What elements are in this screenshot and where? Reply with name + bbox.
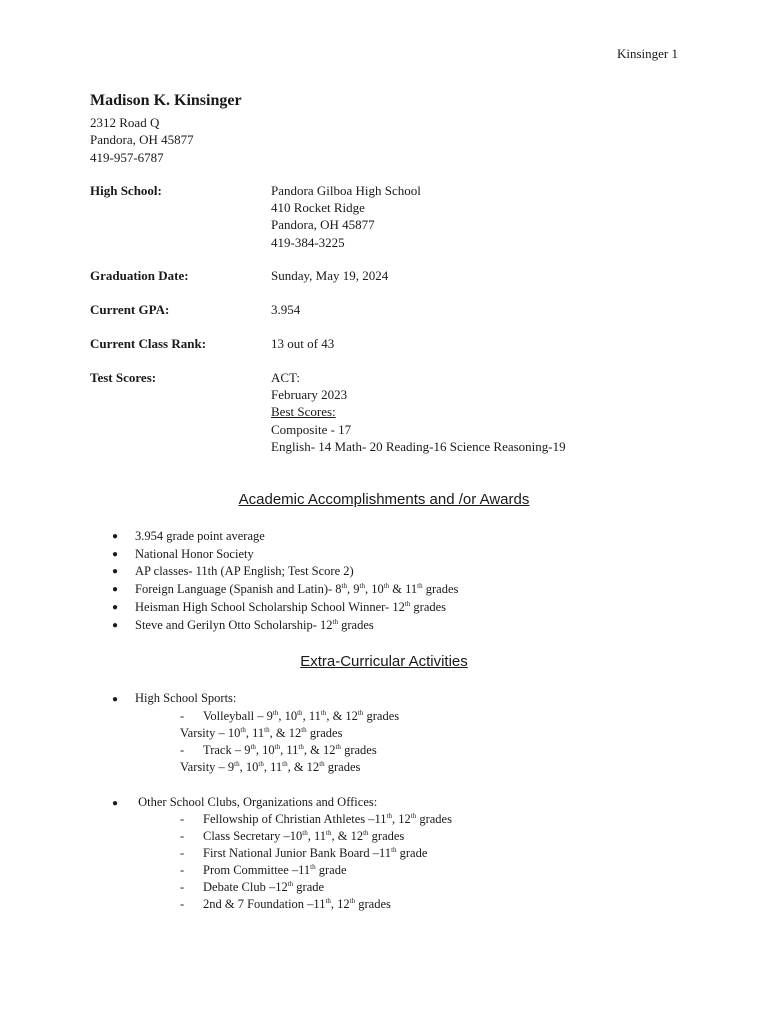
- best-scores-heading: Best Scores:: [271, 404, 336, 420]
- applicant-name: Madison K. Kinsinger: [90, 92, 242, 109]
- high-school-label: High School:: [90, 183, 162, 198]
- sports-heading: ● High School Sports:: [112, 691, 237, 705]
- list-item: ● 3.954 grade point average: [112, 528, 458, 546]
- list-item: Varsity – 10th, 11th, & 12th grades: [180, 726, 343, 740]
- test-scores-row: [90, 369, 690, 457]
- list-item: ● Heisman High School Scholarship School Winner- 12th grades: [112, 599, 458, 617]
- composite-score: Composite - 17: [271, 421, 352, 437]
- school-city: Pandora, OH 45877: [271, 217, 375, 233]
- graduation-row: [90, 267, 690, 285]
- academic-list: [112, 528, 458, 634]
- city-state-zip: Pandora, OH 45877: [90, 132, 194, 148]
- test-scores-value: [271, 369, 566, 455]
- test-name: ACT:: [271, 370, 300, 385]
- test-scores-label: Test Scores:: [90, 370, 157, 385]
- bullet-icon: ●: [112, 694, 119, 705]
- gpa-label: Current GPA:: [90, 302, 170, 317]
- gpa-row: [90, 301, 690, 319]
- list-item: - 2nd & 7 Foundation –11th, 12th grades: [180, 897, 391, 911]
- list-item: - Volleyball – 9th, 10th, 11th, & 12th grades: [180, 709, 400, 723]
- class-rank-row: [90, 335, 690, 353]
- bullet-icon: ●: [112, 584, 119, 596]
- test-date: February 2023: [271, 387, 348, 403]
- bullet-icon: ●: [112, 566, 119, 578]
- high-school-value: [271, 182, 421, 251]
- street-address: 2312 Road Q: [90, 115, 160, 130]
- list-item: - Prom Committee –11th grade: [180, 863, 347, 877]
- clubs-heading: ● Other School Clubs, Organizations and Offices:: [112, 795, 378, 809]
- bullet-icon: ●: [112, 798, 119, 809]
- list-item: Varsity – 9th, 10th, 11th, & 12th grades: [180, 760, 361, 774]
- school-phone: 419-384-3225: [271, 234, 345, 250]
- list-item: ● Foreign Language (Spanish and Latin)- 8th, 9th, 10th & 11th grades: [112, 581, 458, 599]
- academic-section-title: Academic Accomplishments and /or Awards: [238, 491, 530, 508]
- list-item: - Class Secretary –10th, 11th, & 12th grades: [180, 829, 405, 843]
- bullet-icon: ●: [112, 548, 119, 560]
- extracurricular-section-title: Extra-Curricular Activities: [300, 653, 468, 670]
- high-school-row: [90, 182, 690, 252]
- phone-number: 419-957-6787: [90, 149, 164, 165]
- graduation-value: Sunday, May 19, 2024: [271, 268, 389, 283]
- running-head: Kinsinger 1: [616, 46, 678, 61]
- bullet-icon: ●: [112, 531, 119, 542]
- school-name: Pandora Gilboa High School: [271, 183, 421, 198]
- bullet-icon: ●: [112, 601, 119, 613]
- bullet-icon: ●: [112, 619, 119, 631]
- contact-block: [90, 114, 194, 166]
- list-item: ● National Honor Society: [112, 546, 458, 564]
- list-item: - Track – 9th, 10th, 11th, & 12th grades: [180, 743, 377, 757]
- list-item: - Debate Club –12th grade: [180, 880, 325, 894]
- list-item: - Fellowship of Christian Athletes –11th, 12th grades: [180, 812, 452, 826]
- subject-scores: English- 14 Math- 20 Reading-16 Science Reasoning-19: [271, 438, 566, 454]
- list-item: ● Steve and Gerilyn Otto Scholarship- 12th grades: [112, 617, 458, 635]
- gpa-value: 3.954: [271, 302, 301, 317]
- class-rank-label: Current Class Rank:: [90, 336, 207, 351]
- list-item: ● AP classes- 11th (AP English; Test Score 2): [112, 563, 458, 581]
- list-item: - First National Junior Bank Board –11th grade: [180, 846, 428, 860]
- graduation-label: Graduation Date:: [90, 268, 189, 283]
- school-street: 410 Rocket Ridge: [271, 200, 365, 216]
- class-rank-value: 13 out of 43: [271, 336, 335, 351]
